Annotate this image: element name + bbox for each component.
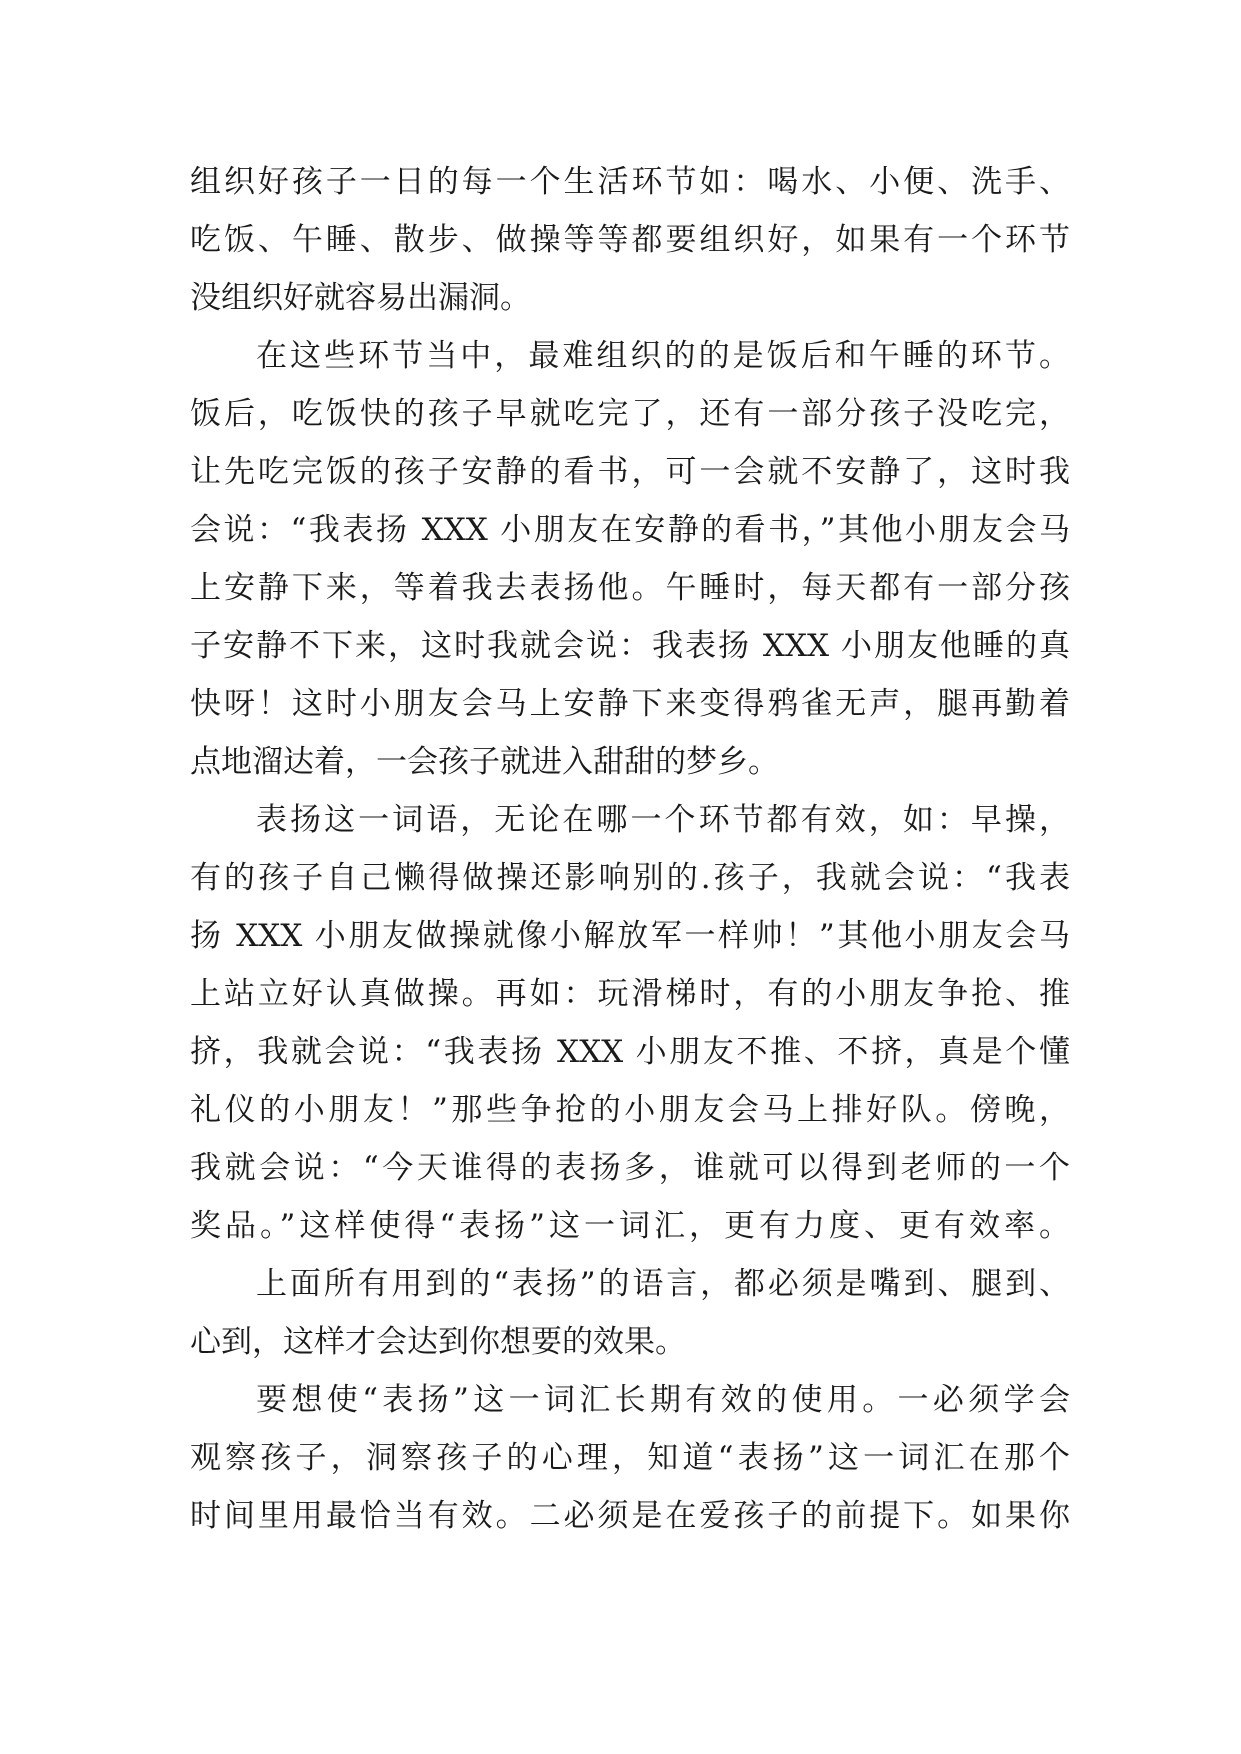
text-line: 快呀！这时小朋友会马上安静下来变得鸦雀无声，腿再勤着	[190, 686, 1070, 722]
text-line: 扬 XXX 小朋友做操就像小解放军一样帅！”其他小朋友会马	[190, 918, 1070, 954]
text-line: 上安静下来，等着我去表扬他。午睡时，每天都有一部分孩	[190, 570, 1070, 606]
text-line: 观察孩子，洞察孩子的心理，知道“表扬”这一词汇在那个	[190, 1440, 1070, 1476]
text-line: 有的孩子自己懒得做操还影响别的.孩子，我就会说：“我表	[190, 860, 1070, 896]
document-body	[190, 153, 1070, 1545]
text-line: 组织好孩子一日的每一个生活环节如：喝水、小便、洗手、	[190, 164, 1070, 200]
text-line: 心到，这样才会达到你想要的效果。	[190, 1324, 686, 1360]
text-line: 点地溜达着，一会孩子就进入甜甜的梦乡。	[190, 744, 779, 780]
text-line: 要想使“表扬”这一词汇长期有效的使用。一必须学会	[256, 1382, 1070, 1418]
text-line: 会说：“我表扬 XXX 小朋友在安静的看书，”其他小朋友会马	[190, 512, 1070, 548]
text-line: 表扬这一词语，无论在哪一个环节都有效，如：早操，	[256, 802, 1070, 838]
text-line: 吃饭、午睡、散步、做操等等都要组织好，如果有一个环节	[190, 222, 1070, 258]
text-line: 饭后，吃饭快的孩子早就吃完了，还有一部分孩子没吃完，	[190, 396, 1070, 432]
text-line: 让先吃完饭的孩子安静的看书，可一会就不安静了，这时我	[190, 454, 1070, 490]
text-line: 挤，我就会说：“我表扬 XXX 小朋友不推、不挤，真是个懂	[190, 1034, 1070, 1070]
text-line: 上面所有用到的“表扬”的语言，都必须是嘴到、腿到、	[256, 1266, 1070, 1302]
text-line: 子安静不下来，这时我就会说：我表扬 XXX 小朋友他睡的真	[190, 628, 1070, 664]
text-line: 礼仪的小朋友！”那些争抢的小朋友会马上排好队。傍晚，	[190, 1092, 1070, 1128]
text-line: 上站立好认真做操。再如：玩滑梯时，有的小朋友争抢、推	[190, 976, 1070, 1012]
text-line: 我就会说：“今天谁得的表扬多，谁就可以得到老师的一个	[190, 1150, 1070, 1186]
text-line: 奖品。”这样使得“表扬”这一词汇，更有力度、更有效率。	[190, 1208, 1070, 1244]
text-line: 没组织好就容易出漏洞。	[190, 280, 531, 316]
text-line: 时间里用最恰当有效。二必须是在爱孩子的前提下。如果你	[190, 1498, 1070, 1534]
text-line: 在这些环节当中，最难组织的的是饭后和午睡的环节。	[256, 338, 1070, 374]
